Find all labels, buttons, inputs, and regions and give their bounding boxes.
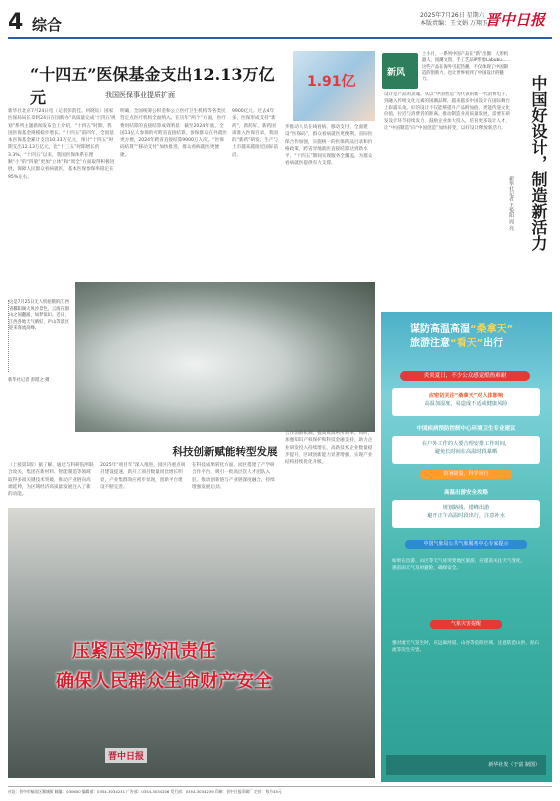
lead-subhead: 我国医保事业提质扩面	[105, 91, 175, 99]
commentary-badge-label: 新风	[387, 68, 406, 78]
infographic-figure: 1.91亿	[307, 74, 356, 90]
commentary-byline: 新华社记者 王悦阳 周 亮	[508, 176, 514, 231]
advert-tag-3: 气象灾害提醒	[430, 620, 502, 629]
card3-line2: 避开正午高温时段出行，注意补水	[427, 513, 505, 519]
commentary-badge	[382, 53, 418, 89]
second-column-3: 在科技成果转化方面，园区搭建了产学研合作平台，吸引一批高层次人才团队入驻，推动创新链与产业链深度融合，持续增强发展后劲。	[192, 463, 275, 490]
issue-date: 2025年7月26日 星期六	[420, 12, 485, 19]
advert-card-3	[392, 500, 540, 528]
photo-description: 这是7月25日无人机拍摄的江西省鄱阳湖大风沙景色，云海在群山之间翻涌，如梦似幻。近日，江西各地天气晴好，庐山等景区迎来客流高峰。	[9, 300, 70, 331]
advert-tag-2: 中国气象局公共气象服务中心专家提示	[405, 540, 527, 549]
second-column-1: （上接第1版）据了解，通过与科研院所联合攻关，集团在新材料、智能制造等领域取得多项关键技术突破，推动产业链向高端延伸，为区域经济高质量发展注入了新的动能。	[8, 463, 94, 498]
mountain-sea-of-clouds-photo	[75, 282, 375, 432]
lead-headline: “十四五”医保基金支出12.13万亿元	[30, 65, 275, 107]
newspaper-masthead: 晋中日报	[485, 11, 546, 29]
issue-info	[420, 12, 488, 28]
commentary-title: 中国好设计，制造新活力	[529, 75, 548, 251]
advert-section-2: 中国疾病预防控制中心环境卫生专业建议	[416, 426, 516, 432]
page-header	[0, 0, 560, 40]
page-number: 4	[8, 10, 24, 35]
second-headline: 科技创新赋能转型发展	[172, 446, 278, 458]
second-column-2: 2025年“项目年”深入推进，园区内重点项目建设提速，新开工项目数量同比增长明显，产业集群效应初步显现，创新平台建设不断完善。	[100, 463, 186, 490]
lead-column-2: 明确，全国统筹公积金和公立医疗卫生机构等各类民营定点医疗机构全面纳入。在历年“两个”方面，医疗费用结算的直接结算成效明显：截至2024年底，全国13亿人参保的可跨省直接结算，参保群众在外就医更方便，2024年跨省直接结算9900万人次。“医保码结算”“移动支付”加快推进，群众看病就医更便捷。	[120, 109, 227, 158]
advert-text-1b: 遇雷雨天气及时避险，确保安全。	[392, 566, 461, 571]
card2-line1: 在户外工作的人要合理安排工作时间，	[421, 441, 511, 447]
advert-text-2: 强对流天气发生时，应远离河道、山谷等危险区域，注意防范山洪、泥石流等次生灾害。	[392, 641, 540, 653]
advert-title-part3: 出行	[483, 338, 504, 349]
page-footer: 社址：晋中市榆次区顺城街 邮编：030600 编辑部：0354-3034231 广告部：0354-3034206 发行部：0354-3034239 印刷：晋中日报印刷厂 定价：每月45元	[8, 786, 552, 795]
second-column-4: 合作创新机制，提高资源利用效率。同时，加强知识产权保护和科技金融支持，助力企业研发投入持续增长，高新技术企业数量稳步提升，区域创新能力显著增强，实现产业结构持续优化升级。	[285, 431, 373, 466]
card1-line2: 高温加湿度，易造成不适或健康风险	[424, 401, 508, 407]
advert-text-1a: 如果在出游、山区等天气易突变地区旅游，应提前关注天气变化，	[392, 559, 526, 564]
commentary-body: 设计是产品的灵魂。从以“中国智造”为代表的新一代消费电子，到融入传统文化元素的国潮品牌，越来越多中国设计在国际舞台上崭露头角。好的设计不仅能够提升产品附加值，更能传递文化价值，拉近与消费者的距离。推动制造业高质量发展，需要在研发设计环节持续发力，鼓励企业加大投入，培育更多设计人才，让“中国制造”向“中国创造”加快转变，以好设计释放新活力。	[384, 92, 511, 131]
banner-logo: 晋中日报	[105, 748, 147, 763]
banner-slogan-1: 压紧压实防汛责任	[72, 641, 216, 662]
advert-tag-1: 防暑降温，科学出行	[420, 470, 512, 479]
advert-title-part1: 谋防高温高湿	[410, 324, 470, 335]
advert-card-1	[392, 388, 540, 416]
advert-footer	[386, 755, 546, 775]
advert-title	[410, 323, 513, 351]
card1-line1: 应密切关注“桑拿天”对人体影响	[428, 393, 504, 399]
advert-text-1	[392, 558, 540, 572]
section-title: 综合	[32, 16, 63, 34]
advert-title-highlight2: “看天”	[450, 338, 484, 349]
advert-section-3: 高温出游安全攻略	[443, 490, 488, 496]
lead-column-3: 9900亿元。过去4年多，医保形成支持“新药”，新药好、新药国谈准入医保目录，我国的“新药”研发、生产与上市越来越接近国际前沿。	[232, 109, 279, 158]
advert-credit: 新华社发（于富 制图）	[488, 762, 540, 768]
page-editors: 本版责编：王文娟 万翔玉	[420, 20, 488, 27]
lead-infographic	[293, 51, 375, 121]
commentary-intro: 上小月，一系列中国产品在“新”出圈：人形机器人、国潮文创、手工艺品IP形象Labubu……这些产品在海外引起热潮，不仅体现了中国制造的创新力，也让世界看到了中国设计的魅力。	[422, 52, 511, 83]
banner-slogan-2: 确保人民群众生命财产安全	[56, 671, 272, 692]
photo-credit: 新华社记者 彭昭之 摄	[8, 378, 50, 383]
lead-column-1: 新华社北京7月24日电（记者彭韵佳、何晓钰）国家医保局局长章轲24日在国新办“高质量完成‘十四五’规划”系列主题新闻发布会上介绍，“十四五”时期，我国医保基金规模稳步增长。“十四五”前四年，全国基本医保基金累计支出10.33万亿元，预计“十四五”时期支出12.13万亿元，比“十三五”时期增长约3.3%。“十四五”以来，我国医保体系在理顺“小”的“四梁”更加“立体”和“周全”方面取得积极进展，保障人民群众看病就医，基本医保参保率稳定在95%左右。	[8, 109, 116, 180]
advert-ribbon: 炎炎夏日，不少公众感觉酷热难耐	[400, 371, 530, 381]
photo-sidebar	[8, 300, 71, 372]
advert-card-2	[392, 436, 540, 464]
header-rule	[8, 37, 552, 39]
card2-line2: 避免长时间在高温时段暴晒	[434, 449, 498, 455]
advert-title-part2: 旅游注意	[410, 338, 450, 349]
card3-line1: 规划路线，错峰出游	[442, 505, 490, 511]
advert-title-highlight1: “桑拿天”	[470, 324, 514, 335]
lead-column-4: 步推动人员在线看病、移动支付，全面建设“医保码”，群众看病就医更便利。省际医保合作加强，实施统一的医保药品目录和价格政策，跨省异地就医直接结算达到新水平，“十四五”期间实现服务全覆盖，为群众看病就医提供有力支撑。	[285, 125, 373, 167]
